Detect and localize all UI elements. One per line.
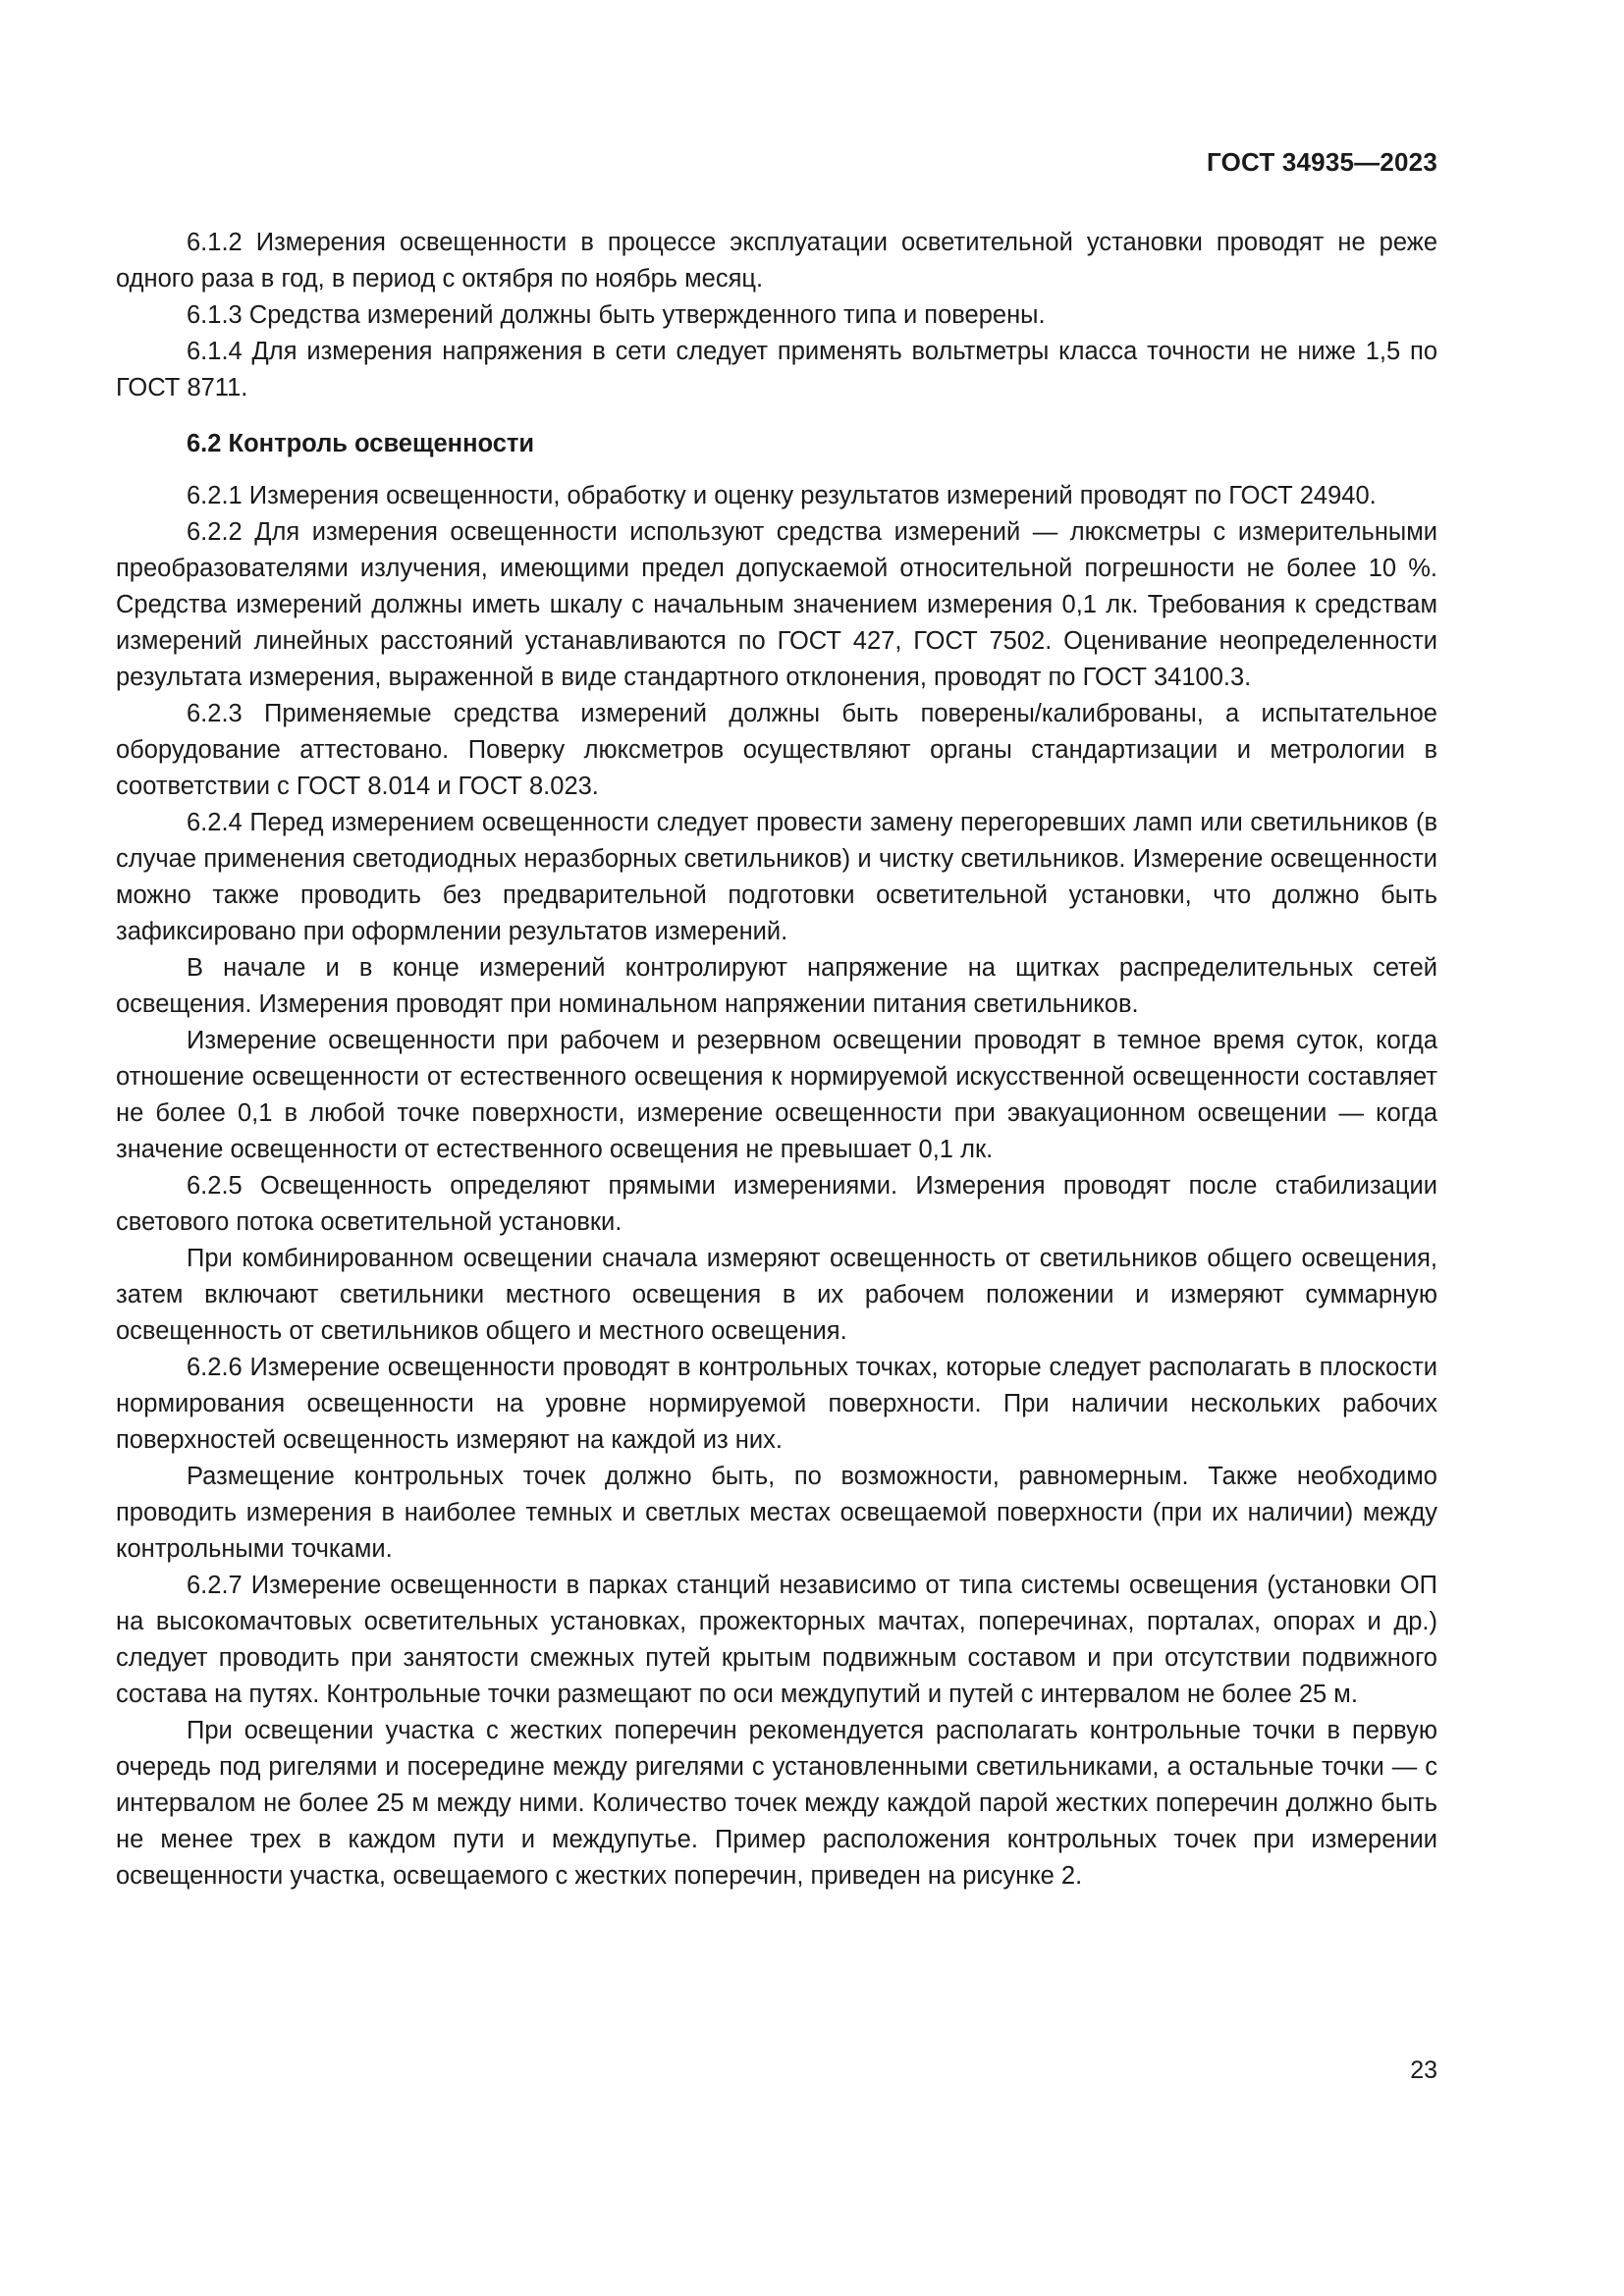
standard-designation: ГОСТ 34935—2023: [1207, 147, 1437, 177]
paragraph-6-2-7: 6.2.7 Измерение освещенности в парках станций независимо от типа системы освещения (установки ОП на высокомачтовых осветительных установках, прожекторных мачтах, поперечинах, порталах, опорах и др.) следует проводить при занятости смежных путей крытым подвижным составом и при отсутствии подвижного состава на путях. Контрольные точки размещают по оси междупутий и путей с интервалом не более 25 м.: [116, 1572, 1437, 1708]
paragraph-6-2-4: 6.2.4 Перед измерением освещенности следует провести замену перегоревших ламп или светильников (в случае применения светодиодных неразборных светильников) и чистку светильников. Измерение освещенности можно также проводить без предварительной подготовки осветительной установки, что должно быть зафиксировано при оформлении результатов измерений.: [116, 809, 1437, 945]
page-number: 23: [1410, 2056, 1437, 2084]
paragraph-6-1-2: 6.1.2 Измерения освещенности в процессе эксплуатации осветительной установки проводят не реже одного раза в год, в период с октября по ноябрь месяц.: [116, 229, 1437, 293]
paragraph-6-1-4: 6.1.4 Для измерения напряжения в сети следует применять вольтметры класса точности не ниже 1,5 по ГОСТ 8711.: [116, 338, 1437, 401]
paragraph-6-2-1: 6.2.1 Измерения освещенности, обработку и оценку результатов измерений проводят по ГОСТ 24940.: [187, 482, 1377, 509]
paragraph-6-2-6-placement: Размещение контрольных точек должно быть, по возможности, равномерным. Также необходимо проводить измерения в наиболее темных и светлых местах освещаемой поверхности (при их наличии) между контрольными точками.: [116, 1463, 1437, 1563]
page-body: [116, 225, 1437, 1895]
paragraph-6-2-2: 6.2.2 Для измерения освещенности используют средства измерений — люксметры с измерительными преобразователями излучения, имеющими предел допускаемой относительной погрешности не более 10 %. Средства измерений должны иметь шкалу с начальным значением измерения 0,1 лк. Требования к средствам измерений линейных расстояний устанавливаются по ГОСТ 427, ГОСТ 7502. Оценивание неопределенности результата измерения, выраженной в виде стандартного отклонения, проводят по ГОСТ 34100.3.: [116, 518, 1437, 691]
paragraph-6-2-3: 6.2.3 Применяемые средства измерений должны быть поверены/калиброваны, а испытательное оборудование аттестовано. Поверку люксметров осуществляют органы стандартизации и метрологии в соответствии с ГОСТ 8.014 и ГОСТ 8.023.: [116, 700, 1437, 800]
paragraph-6-2-6: 6.2.6 Измерение освещенности проводят в контрольных точках, которые следует располагать в плоскости нормирования освещенности на уровне нормируемой поверхности. При наличии нескольких рабочих поверхностей освещенность измеряют на каждой из них.: [116, 1354, 1437, 1454]
paragraph-6-2-4-dark-time: Измерение освещенности при рабочем и резервном освещении проводят в темное время суток, когда отношение освещенности от естественного освещения к нормируемой искусственной освещенности составляет не более 0,1 в любой точке поверхности, измерение освещенности при эвакуационном освещении — когда значение освещенности от естественного освещения не превышает 0,1 лк.: [116, 1027, 1437, 1163]
section-heading-6-2: 6.2 Контроль освещенности: [187, 430, 535, 457]
paragraph-6-2-4-voltage: В начале и в конце измерений контролируют напряжение на щитках распределительных сетей освещения. Измерения проводят при номинальном напряжении питания светильников.: [116, 954, 1437, 1018]
paragraph-6-2-7-crossbars: При освещении участка с жестких поперечин рекомендуется располагать контрольные точки в первую очередь под ригелями и посередине между ригелями с установленными светильниками, а остальные точки — с интервалом не более 25 м между ними. Количество точек между каждой парой жестких поперечин должно быть не менее трех в каждом пути и междупутье. Пример расположения контрольных точек при измерении освещенности участка, освещаемого с жестких поперечин, приведен на рисунке 2.: [116, 1717, 1437, 1890]
paragraph-6-2-5-combined: При комбинированном освещении сначала измеряют освещенность от светильников общего освещения, затем включают светильники местного освещения в их рабочем положении и измеряют суммарную освещенность от светильников общего и местного освещения.: [116, 1245, 1437, 1345]
paragraph-6-2-5: 6.2.5 Освещенность определяют прямыми измерениями. Измерения проводят после стабилизации светового потока осветительной установки.: [116, 1172, 1437, 1236]
paragraph-6-1-3: 6.1.3 Средства измерений должны быть утвержденного типа и поверены.: [187, 301, 1046, 329]
